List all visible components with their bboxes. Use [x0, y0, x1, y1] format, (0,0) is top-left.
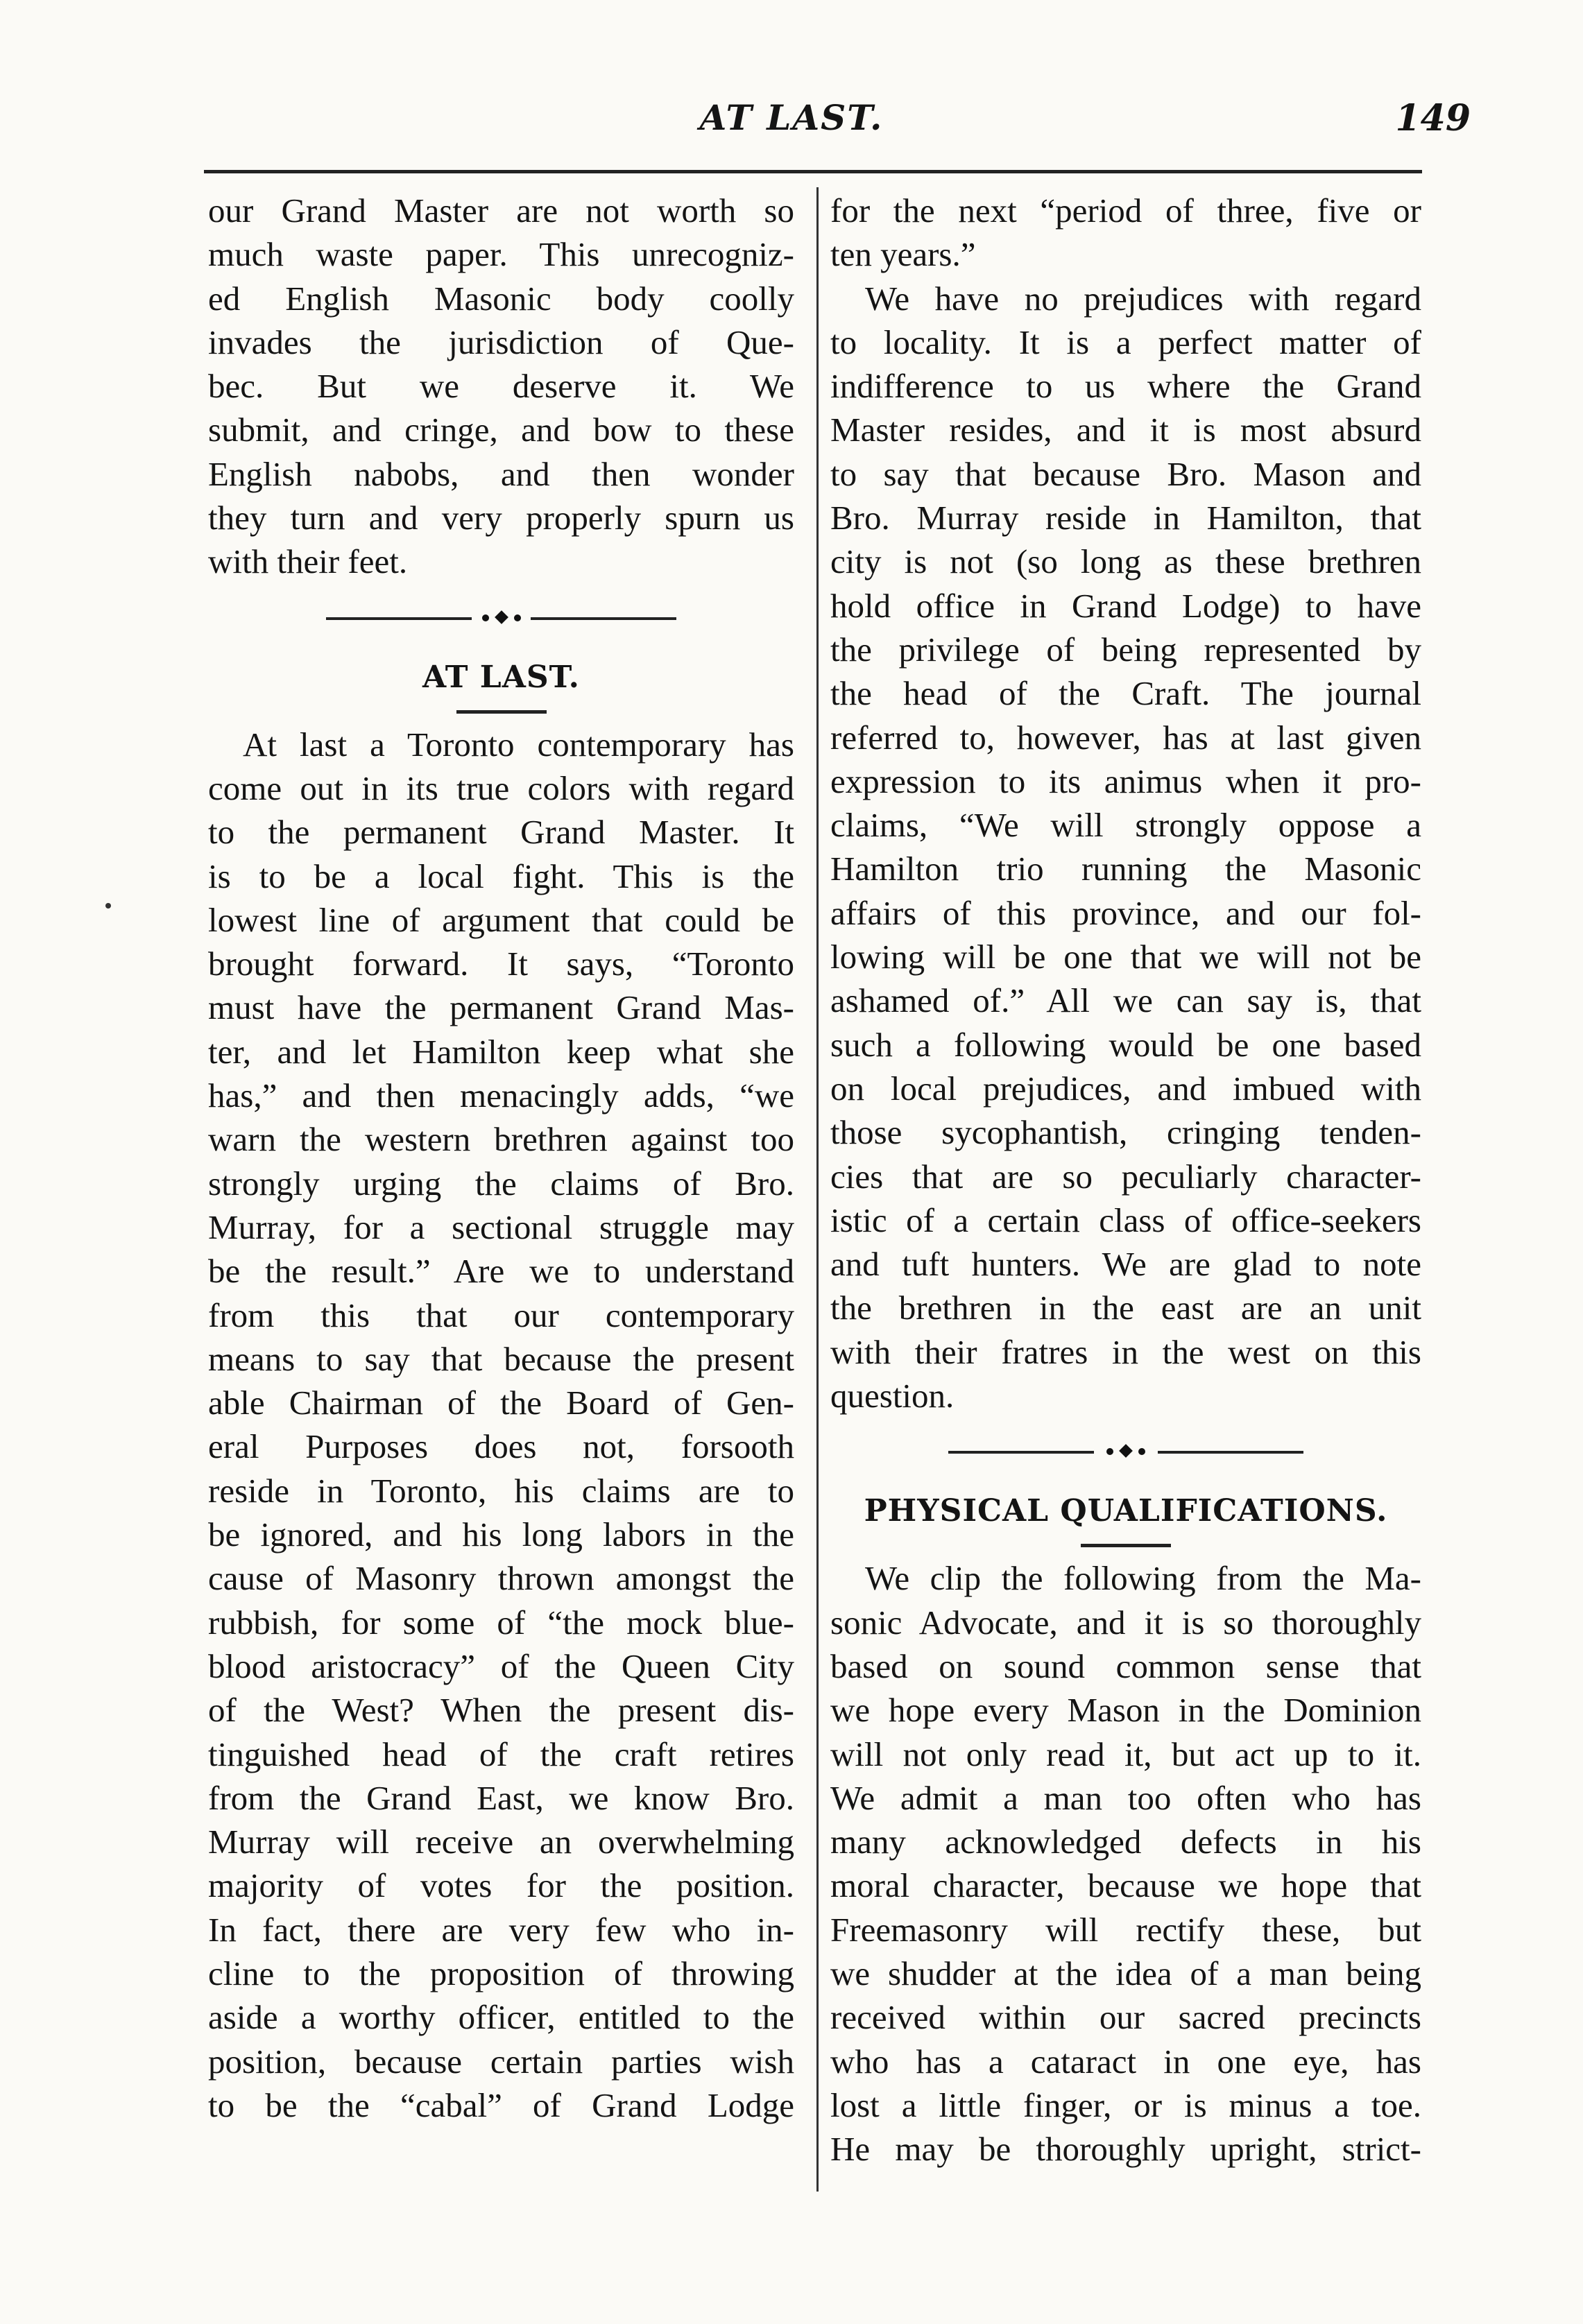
text-line: received within our sacred precincts — [830, 1998, 1421, 2037]
text-line: on local prejudices, and imbued with — [830, 1069, 1421, 1108]
page-number: 149 — [1395, 97, 1471, 139]
text-line: moral character, because we hope that — [830, 1866, 1421, 1905]
margin-mark — [105, 903, 111, 909]
text-line: of the West? When the present dis- — [208, 1691, 794, 1730]
left-column — [208, 189, 794, 2127]
text-line: position, because certain parties wish — [208, 2042, 794, 2081]
article-physical-qualifications — [830, 1556, 1421, 2171]
text-line: istic of a certain class of office-seekers — [830, 1200, 1421, 1239]
text-line: for the next “period of three, five or — [830, 191, 1421, 230]
text-line: indifference to us where the Grand — [830, 367, 1421, 406]
section-ornament — [208, 584, 794, 653]
text-line: majority of votes for the position. — [208, 1866, 794, 1905]
text-line: with their fratres in the west on this — [830, 1332, 1421, 1371]
text-line: invades the jurisdiction of Que- — [208, 322, 794, 361]
text-line: ashamed of.” All we can say is, that — [830, 981, 1421, 1020]
text-line: with their feet. — [208, 542, 408, 581]
text-line: brought forward. It says, “Toronto — [208, 945, 794, 983]
text-line: from the Grand East, we know Bro. — [208, 1778, 794, 1817]
text-line: We clip the following from the Ma- — [865, 1559, 1421, 1598]
text-line: many acknowledged defects in his — [830, 1823, 1421, 1861]
heading-rule — [830, 1535, 1421, 1556]
text-line: the privilege of being represented by — [830, 630, 1421, 669]
text-line: lowest line of argument that could be — [208, 900, 794, 939]
text-line: We admit a man too often who has — [830, 1778, 1421, 1817]
text-line: from this that our contemporary — [208, 1296, 794, 1334]
text-line: referred to, however, has at last given — [830, 718, 1421, 757]
section-ornament — [830, 1418, 1421, 1487]
text-line: sonic Advocate, and it is so thoroughly — [830, 1603, 1421, 1642]
text-line: lowing will be one that we will not be — [830, 938, 1421, 976]
text-line: will not only read it, but act up to it. — [830, 1735, 1421, 1773]
text-line: ter, and let Hamilton keep what she — [208, 1032, 794, 1071]
text-line: be the result.” Are we to understand — [208, 1252, 794, 1291]
text-line: the brethren in the east are an unit — [830, 1289, 1421, 1327]
text-line: come out in its true colors with regard — [208, 768, 794, 807]
text-line: cies that are so peculiarly character- — [830, 1157, 1421, 1196]
text-line: we hope every Mason in the Dominion — [830, 1691, 1421, 1730]
text-line: Hamilton trio running the Masonic — [830, 850, 1421, 888]
text-line: has,” and then menacingly adds, “we — [208, 1076, 794, 1115]
continued-paragraph — [830, 189, 1421, 277]
text-line: be ignored, and his long labors in the — [208, 1515, 794, 1554]
text-line: tinguished head of the craft retires — [208, 1735, 794, 1773]
text-line: to say that because Bro. Mason and — [830, 454, 1421, 493]
text-line: ed English Masonic body coolly — [208, 279, 794, 318]
text-line: Murray will receive an overwhelming — [208, 1823, 794, 1861]
text-line: to locality. It is a perfect matter of — [830, 322, 1421, 361]
text-line: rubbish, for some of “the mock blue- — [208, 1603, 794, 1642]
text-line: means to say that because the present — [208, 1339, 794, 1378]
text-line: Freemasonry will rectify these, but — [830, 1910, 1421, 1949]
section-heading-at-last: AT LAST. — [422, 659, 581, 695]
text-line: We have no prejudices with regard — [865, 279, 1421, 318]
text-line: question. — [830, 1377, 955, 1415]
text-line: able Chairman of the Board of Gen- — [208, 1384, 794, 1422]
text-line: Murray, for a sectional struggle may — [208, 1207, 794, 1246]
text-line: is to be a local fight. This is the — [208, 857, 794, 895]
text-line: must have the permanent Grand Mas- — [208, 988, 794, 1027]
text-line: submit, and cringe, and bow to these — [208, 411, 794, 449]
text-line: Master resides, and it is most absurd — [830, 411, 1421, 449]
text-line: ten years.” — [830, 235, 976, 274]
text-line: Bro. Murray reside in Hamilton, that — [830, 499, 1421, 537]
text-line: to be the “cabal” of Grand Lodge — [208, 2085, 794, 2124]
text-line: our Grand Master are not worth so — [208, 191, 794, 230]
text-line: who has a cataract in one eye, has — [830, 2042, 1421, 2081]
section-heading-physical-qualifications: PHYSICAL QUALIFICATIONS. — [864, 1493, 1388, 1529]
article-at-last — [208, 723, 794, 2128]
text-line: reside in Toronto, his claims are to — [208, 1471, 794, 1510]
text-line: English nabobs, and then wonder — [208, 454, 794, 493]
column-divider — [816, 187, 819, 2192]
text-line: He may be thoroughly upright, strict- — [830, 2130, 1421, 2169]
text-line: aside a worthy officer, entitled to the — [208, 1998, 794, 2037]
text-line: strongly urging the claims of Bro. — [208, 1164, 794, 1203]
text-line: much waste paper. This unrecogniz- — [208, 235, 794, 274]
text-line: they turn and very properly spurn us — [208, 499, 794, 537]
text-line: eral Purposes does not, forsooth — [208, 1427, 794, 1466]
text-line: such a following would be one based — [830, 1025, 1421, 1064]
running-header-title: AT LAST. — [699, 97, 884, 138]
heading-rule — [208, 702, 794, 723]
text-line: In fact, there are very few who in- — [208, 1910, 794, 1949]
text-line: lost a little finger, or is minus a toe. — [830, 2085, 1421, 2124]
text-line: warn the western brethren against too — [208, 1120, 794, 1159]
text-line: those sycophantish, cringing tenden- — [830, 1113, 1421, 1152]
text-line: claims, “We will strongly oppose a — [830, 806, 1421, 845]
text-line: expression to its animus when it pro- — [830, 761, 1421, 800]
text-line: bec. But we deserve it. We — [208, 367, 794, 406]
text-line: city is not (so long as these brethren — [830, 542, 1421, 581]
text-line: blood aristocracy” of the Queen City — [208, 1646, 794, 1685]
header-rule — [204, 170, 1422, 173]
text-line: and tuft hunters. We are glad to note — [830, 1245, 1421, 1284]
text-line: cause of Masonry thrown amongst the — [208, 1559, 794, 1598]
text-line: At last a Toronto contemporary has — [243, 725, 794, 764]
paragraph-locality — [830, 277, 1421, 1418]
text-line: affairs of this province, and our fol- — [830, 893, 1421, 932]
text-line: we shudder at the idea of a man being — [830, 1954, 1421, 1992]
right-column — [830, 189, 1421, 2171]
text-line: hold office in Grand Lodge) to have — [830, 586, 1421, 625]
continued-paragraph — [208, 189, 794, 584]
text-line: based on sound common sense that — [830, 1646, 1421, 1685]
text-line: the head of the Craft. The journal — [830, 674, 1421, 713]
text-line: to the permanent Grand Master. It — [208, 813, 794, 852]
text-line: cline to the proposition of throwing — [208, 1954, 794, 1992]
